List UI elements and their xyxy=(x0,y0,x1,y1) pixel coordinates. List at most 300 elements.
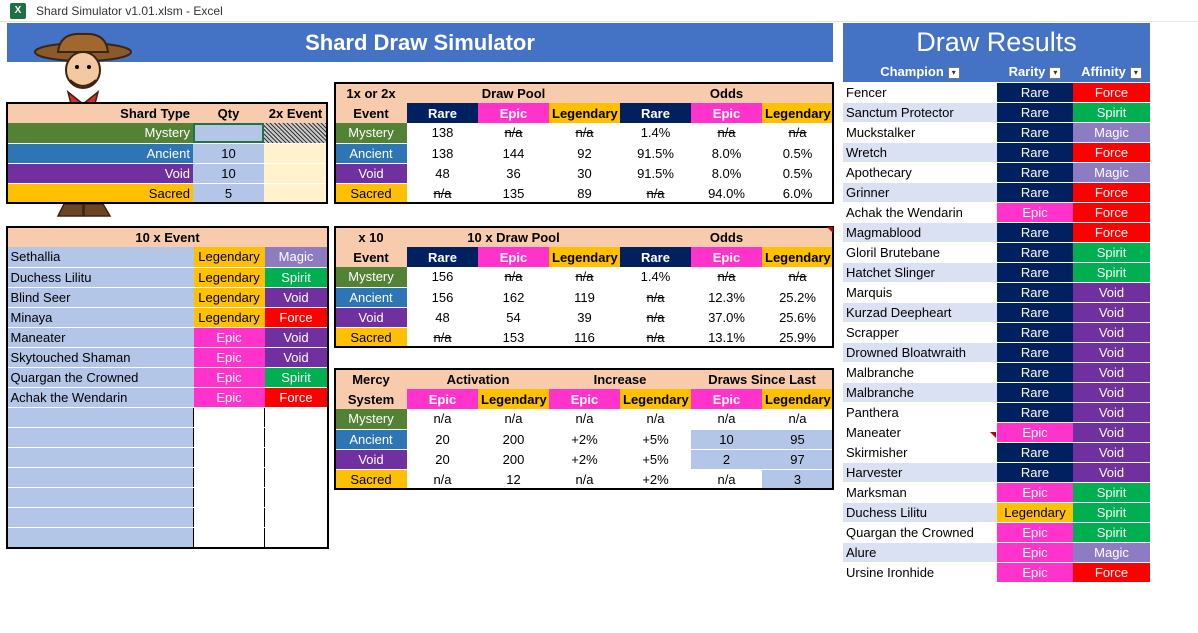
odds10-value: n/a xyxy=(620,287,691,307)
pool-type-mystery: Mystery xyxy=(335,123,407,143)
mercy-value: +2% xyxy=(549,429,620,449)
result-row xyxy=(843,342,1150,362)
pool10-value: 119 xyxy=(549,287,620,307)
window-titlebar xyxy=(0,0,1198,22)
event-empty-cell[interactable] xyxy=(8,487,194,507)
mercy-type-void: Void xyxy=(335,449,407,469)
sub-epic: Epic xyxy=(478,247,549,267)
mercy-value: 20 xyxy=(407,429,478,449)
pool10-value: 48 xyxy=(407,307,478,327)
event-empty-cell[interactable] xyxy=(265,427,328,447)
rarity-column-header[interactable] xyxy=(997,62,1073,82)
mercy-value: +5% xyxy=(620,449,691,469)
result-rarity: Rare xyxy=(997,362,1073,382)
odds10-header-label: Odds xyxy=(709,229,744,245)
event-champion-name[interactable]: Achak the Wendarin xyxy=(8,387,194,407)
sacred-qty-cell[interactable]: 5 xyxy=(193,183,264,203)
result-affinity: Magic xyxy=(1073,542,1150,562)
results-title-banner: Draw Results xyxy=(843,23,1150,62)
result-row xyxy=(843,462,1150,482)
affinity-column-label: Affinity xyxy=(1081,64,1126,80)
result-row xyxy=(843,262,1150,282)
result-rarity: Rare xyxy=(997,462,1073,482)
pool10-corner-bottom: Event xyxy=(335,247,407,267)
pool10-value: 156 xyxy=(407,287,478,307)
event-empty-cell[interactable] xyxy=(265,507,328,527)
pool10-value: 156 xyxy=(407,267,478,287)
pool10-value: n/a xyxy=(478,267,549,287)
mercy-value: 200 xyxy=(478,449,549,469)
mystery-event-cell[interactable] xyxy=(264,123,327,143)
event-champion-rarity: Legendary xyxy=(194,307,265,327)
sub-epic: Epic xyxy=(549,389,620,409)
draw-pool-header: Draw Pool xyxy=(481,85,546,101)
event-champion-affinity: Magic xyxy=(265,247,328,267)
pool-value: 138 xyxy=(407,143,478,163)
result-rarity: Rare xyxy=(997,102,1073,122)
mercy-value: n/a xyxy=(691,409,762,429)
event-empty-cell[interactable] xyxy=(8,407,194,427)
sub-legendary: Legendary xyxy=(549,103,620,123)
filter-dropdown-icon[interactable]: ▾ xyxy=(1049,67,1061,79)
result-champion-name[interactable]: Drowned Bloatwraith xyxy=(843,342,997,362)
odds-value: n/a xyxy=(762,123,833,143)
ten-draw-pool-header: 10 x Draw Pool xyxy=(467,229,560,245)
result-rarity: Epic xyxy=(997,542,1073,562)
comment-indicator-icon[interactable] xyxy=(827,227,833,233)
event-champion-rarity: Epic xyxy=(194,347,265,367)
pool-corner-bottom: Event xyxy=(335,103,407,123)
event-empty-cell[interactable] xyxy=(265,467,328,487)
mercy-value: +2% xyxy=(642,471,669,487)
event-empty-cell[interactable] xyxy=(194,427,265,447)
result-rarity: Rare xyxy=(997,342,1073,362)
result-row xyxy=(843,222,1150,242)
pool-value: 30 xyxy=(549,163,620,183)
result-rarity: Epic xyxy=(997,422,1073,442)
result-affinity: Force xyxy=(1073,142,1150,162)
result-champion-name[interactable]: Muckstalker xyxy=(843,122,997,142)
sub-epic: Epic xyxy=(407,389,478,409)
event-champion-affinity: Force xyxy=(265,387,328,407)
result-row xyxy=(843,562,1150,582)
result-champion-name[interactable]: Scrapper xyxy=(843,322,997,342)
result-affinity: Void xyxy=(1073,322,1150,342)
shard-table-header xyxy=(7,103,327,123)
pool10-corner-top: x 10 xyxy=(358,229,384,245)
event-empty-cell[interactable] xyxy=(8,527,194,547)
mercy-value: n/a xyxy=(717,471,736,487)
result-champion-name[interactable]: Gloril Brutebane xyxy=(843,242,997,262)
ten-draw-pool-table xyxy=(335,227,833,347)
odds-value: 94.0% xyxy=(708,185,745,201)
draws-since-input[interactable]: 10 xyxy=(691,429,762,449)
odds-value: n/a xyxy=(646,185,665,201)
event-empty-cell[interactable] xyxy=(194,447,265,467)
result-champion-name[interactable]: Marksman xyxy=(843,482,997,502)
result-champion-name[interactable]: Grinner xyxy=(843,182,997,202)
draw-pool-table xyxy=(335,83,833,203)
pool10-value: 153 xyxy=(502,329,525,345)
mercy-value: n/a xyxy=(433,471,452,487)
mercy-system-table xyxy=(335,369,833,489)
mercy-value: 200 xyxy=(478,429,549,449)
event-empty-cell[interactable] xyxy=(194,507,265,527)
result-rarity: Rare xyxy=(997,442,1073,462)
rarity-column-label: Rarity xyxy=(1008,64,1046,80)
event-header: 2x Event xyxy=(268,105,323,121)
filter-dropdown-icon[interactable]: ▾ xyxy=(1130,67,1142,79)
draws-since-input[interactable]: 3 xyxy=(762,469,833,489)
pool10-value: 116 xyxy=(574,329,595,345)
result-affinity: Force xyxy=(1073,82,1150,102)
event-empty-cell[interactable] xyxy=(8,427,194,447)
mercy-type-mystery: Mystery xyxy=(335,409,407,429)
result-row xyxy=(843,142,1150,162)
shard-type-label: Sacred xyxy=(7,183,193,203)
event-champions-table xyxy=(7,227,328,548)
mercy-value: n/a xyxy=(478,409,549,429)
result-champion-name[interactable]: Wretch xyxy=(843,142,997,162)
sub-legendary: Legendary xyxy=(478,389,549,409)
result-affinity: Spirit xyxy=(1073,262,1150,282)
result-affinity: Void xyxy=(1073,382,1150,402)
result-rarity: Rare xyxy=(997,242,1073,262)
result-row xyxy=(843,362,1150,382)
odds-value: 1.4% xyxy=(620,123,691,143)
result-rarity: Rare xyxy=(997,262,1073,282)
odds10-value: 13.1% xyxy=(708,329,745,345)
odds-header: Odds xyxy=(709,85,744,101)
pool10-value: n/a xyxy=(549,267,620,287)
mercy-corner-top: Mercy xyxy=(352,371,390,387)
window-title: Shard Simulator v1.01.xlsm - Excel xyxy=(36,3,223,18)
mercy-value: n/a xyxy=(407,409,478,429)
shard-type-header: Shard Type xyxy=(120,105,190,121)
sub-legendary: Legendary xyxy=(762,247,833,267)
result-champion-name[interactable]: Apothecary xyxy=(843,162,997,182)
result-row xyxy=(843,82,1150,102)
result-champion-name[interactable]: Magmablood xyxy=(843,222,997,242)
draws-since-input[interactable]: 2 xyxy=(691,449,762,469)
event-empty-cell[interactable] xyxy=(265,527,328,547)
result-champion-name[interactable]: Maneater xyxy=(843,422,997,442)
mystery-qty-cell[interactable] xyxy=(193,123,264,143)
excel-icon: X xyxy=(10,3,26,19)
pool-value: 92 xyxy=(549,143,620,163)
odds10-value: n/a xyxy=(646,329,665,345)
result-affinity: Spirit xyxy=(1073,102,1150,122)
sub-legendary: Legendary xyxy=(620,389,691,409)
shard-row-void xyxy=(7,163,327,183)
event-empty-cell[interactable] xyxy=(194,487,265,507)
result-affinity: Force xyxy=(1073,182,1150,202)
event-champion-affinity: Spirit xyxy=(265,367,328,387)
result-affinity: Void xyxy=(1073,442,1150,462)
event-empty-cell[interactable] xyxy=(265,447,328,467)
result-rarity: Rare xyxy=(997,282,1073,302)
void-event-cell[interactable] xyxy=(264,163,327,183)
pool-value: 89 xyxy=(577,185,592,201)
ancient-event-cell[interactable] xyxy=(264,143,327,163)
result-rarity: Epic xyxy=(997,562,1073,582)
draws-since-input[interactable]: 95 xyxy=(762,429,833,449)
result-champion-name[interactable]: Skirmisher xyxy=(843,442,997,462)
result-rarity: Rare xyxy=(997,82,1073,102)
shard-type-label: Mystery xyxy=(7,123,193,143)
result-affinity: Spirit xyxy=(1073,502,1150,522)
mercy-value: +2% xyxy=(549,449,620,469)
result-affinity: Void xyxy=(1073,462,1150,482)
odds-value: 8.0% xyxy=(691,143,762,163)
result-rarity: Epic xyxy=(997,482,1073,502)
event-champion-name[interactable]: Blind Seer xyxy=(8,287,194,307)
event-champion-rarity: Epic xyxy=(194,387,265,407)
odds10-value: 25.2% xyxy=(762,287,833,307)
pool-value: 36 xyxy=(478,163,549,183)
pool-type-void: Void xyxy=(335,163,407,183)
sub-rare: Rare xyxy=(407,103,478,123)
event-empty-cell[interactable] xyxy=(265,487,328,507)
result-affinity: Force xyxy=(1073,562,1150,582)
mercy-type-ancient: Ancient xyxy=(335,429,407,449)
sacred-event-cell[interactable] xyxy=(264,183,327,203)
result-champion-name[interactable]: Hatchet Slinger xyxy=(843,262,997,282)
result-champion-name[interactable]: Quargan the Crowned xyxy=(843,522,997,542)
odds10-value: 1.4% xyxy=(620,267,691,287)
pool10-value: n/a xyxy=(433,329,452,345)
champion-column-header[interactable] xyxy=(843,62,997,82)
result-rarity: Rare xyxy=(997,122,1073,142)
result-rarity: Epic xyxy=(997,522,1073,542)
result-affinity: Void xyxy=(1073,302,1150,322)
results-body xyxy=(843,82,1150,582)
event-champion-rarity: Epic xyxy=(194,327,265,347)
pool-corner-top: 1x or 2x xyxy=(346,85,396,101)
odds-value: 8.0% xyxy=(691,163,762,183)
mercy-value: n/a xyxy=(620,409,691,429)
sub-legendary: Legendary xyxy=(549,247,620,267)
odds10-value: 25.6% xyxy=(762,307,833,327)
event-champion-affinity: Void xyxy=(265,327,328,347)
result-rarity: Rare xyxy=(997,302,1073,322)
result-row xyxy=(843,182,1150,202)
pool10-type-void: Void xyxy=(335,307,407,327)
odds-value: 91.5% xyxy=(620,163,691,183)
pool-type-sacred: Sacred xyxy=(335,183,407,203)
result-affinity: Void xyxy=(1073,422,1150,442)
main-title-banner: Shard Draw Simulator xyxy=(7,23,833,62)
result-row xyxy=(843,402,1150,422)
result-row xyxy=(843,202,1150,222)
sub-rare: Rare xyxy=(407,247,478,267)
event-empty-cell[interactable] xyxy=(194,527,265,547)
event-champion-affinity: Force xyxy=(265,307,328,327)
shard-row-mystery xyxy=(7,123,327,143)
event-champion-rarity: Legendary xyxy=(194,247,265,267)
result-rarity: Rare xyxy=(997,382,1073,402)
event-champion-name[interactable]: Skytouched Shaman xyxy=(8,347,194,367)
pool-value: n/a xyxy=(433,185,452,201)
result-rarity: Legendary xyxy=(997,502,1073,522)
shard-row-ancient xyxy=(7,143,327,163)
pool-value: 138 xyxy=(407,123,478,143)
result-champion-name[interactable]: Achak the Wendarin xyxy=(843,202,997,222)
event-champion-affinity: Void xyxy=(265,287,328,307)
odds-value: 0.5% xyxy=(762,163,833,183)
result-row xyxy=(843,302,1150,322)
filter-dropdown-icon[interactable]: ▾ xyxy=(948,67,960,79)
result-affinity: Void xyxy=(1073,282,1150,302)
event-champion-affinity: Void xyxy=(265,347,328,367)
mercy-value: +5% xyxy=(620,429,691,449)
odds-value: 91.5% xyxy=(620,143,691,163)
result-affinity: Magic xyxy=(1073,122,1150,142)
result-row xyxy=(843,502,1150,522)
sub-legendary: Legendary xyxy=(762,389,833,409)
sub-epic: Epic xyxy=(478,103,549,123)
event-champion-rarity: Epic xyxy=(194,367,265,387)
sub-rare: Rare xyxy=(620,103,691,123)
ancient-qty-cell[interactable]: 10 xyxy=(193,143,264,163)
results-header-row xyxy=(843,62,1150,82)
result-champion-name[interactable]: Malbranche xyxy=(843,362,997,382)
pool-value: n/a xyxy=(478,123,549,143)
result-champion-name[interactable]: Alure xyxy=(843,542,997,562)
void-qty-cell[interactable]: 10 xyxy=(193,163,264,183)
event-champion-name[interactable]: Duchess Lilitu xyxy=(8,267,194,287)
comment-indicator-icon[interactable] xyxy=(990,432,996,438)
result-row xyxy=(843,482,1150,502)
odds10-value: n/a xyxy=(762,267,833,287)
sub-epic: Epic xyxy=(691,247,762,267)
event-table-title: 10 x Event xyxy=(135,229,200,245)
event-champion-name[interactable]: Sethallia xyxy=(8,247,194,267)
result-affinity: Magic xyxy=(1073,162,1150,182)
event-champion-affinity: Spirit xyxy=(265,267,328,287)
result-champion-name[interactable]: Marquis xyxy=(843,282,997,302)
result-champion-name[interactable]: Fencer xyxy=(843,82,997,102)
pool-value: n/a xyxy=(549,123,620,143)
pool10-value: 39 xyxy=(549,307,620,327)
draw-results-table xyxy=(843,62,1150,583)
event-champion-name[interactable]: Maneater xyxy=(8,327,194,347)
mercy-type-sacred: Sacred xyxy=(335,469,407,489)
event-champion-rarity: Legendary xyxy=(194,267,265,287)
event-empty-cell[interactable] xyxy=(8,447,194,467)
pool-type-ancient: Ancient xyxy=(335,143,407,163)
increase-header: Increase xyxy=(593,371,647,387)
event-champion-name[interactable]: Minaya xyxy=(8,307,194,327)
mercy-corner-bottom: System xyxy=(335,389,407,409)
result-row xyxy=(843,382,1150,402)
draws-since-input[interactable]: 97 xyxy=(762,449,833,469)
result-rarity: Rare xyxy=(997,402,1073,422)
result-champion-name[interactable]: Kurzad Deepheart xyxy=(843,302,997,322)
affinity-column-header[interactable] xyxy=(1073,62,1150,82)
pool10-type-sacred: Sacred xyxy=(335,327,407,347)
result-row xyxy=(843,282,1150,302)
pool-value: 48 xyxy=(407,163,478,183)
result-rarity: Rare xyxy=(997,142,1073,162)
event-empty-cell[interactable] xyxy=(265,407,328,427)
result-affinity: Void xyxy=(1073,402,1150,422)
mercy-value: n/a xyxy=(549,409,620,429)
result-row xyxy=(843,442,1150,462)
mercy-value: n/a xyxy=(575,471,594,487)
result-champion-name[interactable]: Harvester xyxy=(843,462,997,482)
pool-value: 144 xyxy=(478,143,549,163)
odds10-value: 25.9% xyxy=(779,329,816,345)
event-empty-cell[interactable] xyxy=(194,407,265,427)
odds10-value: 37.0% xyxy=(691,307,762,327)
result-champion-name[interactable]: Malbranche xyxy=(843,382,997,402)
result-row xyxy=(843,102,1150,122)
result-row xyxy=(843,322,1150,342)
event-empty-cell[interactable] xyxy=(194,467,265,487)
result-champion-name[interactable]: Panthera xyxy=(843,402,997,422)
result-rarity: Rare xyxy=(997,182,1073,202)
result-rarity: Rare xyxy=(997,162,1073,182)
result-rarity: Rare xyxy=(997,322,1073,342)
mercy-value: 12 xyxy=(506,471,521,487)
odds10-value: n/a xyxy=(691,267,762,287)
result-row xyxy=(843,242,1150,262)
event-champion-rarity: Legendary xyxy=(194,287,265,307)
event-empty-cell[interactable] xyxy=(8,467,194,487)
result-affinity: Spirit xyxy=(1073,482,1150,502)
sub-legendary: Legendary xyxy=(762,103,833,123)
result-row xyxy=(843,522,1150,542)
odds10-value: n/a xyxy=(620,307,691,327)
event-champion-name[interactable]: Quargan the Crowned xyxy=(8,367,194,387)
result-row xyxy=(843,162,1150,182)
activation-header: Activation xyxy=(446,371,510,387)
event-empty-cell[interactable] xyxy=(8,507,194,527)
pool10-type-ancient: Ancient xyxy=(335,287,407,307)
pool-value: 135 xyxy=(502,185,525,201)
result-champion-name[interactable]: Duchess Lilitu xyxy=(843,502,997,522)
result-champion-name[interactable]: Ursine Ironhide xyxy=(843,562,997,582)
sub-epic: Epic xyxy=(691,389,762,409)
mercy-value: n/a xyxy=(762,409,833,429)
result-champion-name[interactable]: Sanctum Protector xyxy=(843,102,997,122)
qty-header: Qty xyxy=(217,105,240,121)
sub-rare: Rare xyxy=(620,247,691,267)
result-row xyxy=(843,422,1150,442)
shard-type-label: Ancient xyxy=(7,143,193,163)
result-rarity: Epic xyxy=(997,202,1073,222)
odds10-header xyxy=(620,227,833,247)
result-affinity: Force xyxy=(1073,222,1150,242)
pool10-value: 54 xyxy=(478,307,549,327)
result-affinity: Void xyxy=(1073,342,1150,362)
result-affinity: Spirit xyxy=(1073,242,1150,262)
shard-type-label: Void xyxy=(7,163,193,183)
result-row xyxy=(843,542,1150,562)
mercy-value: 20 xyxy=(407,449,478,469)
odds10-value: 12.3% xyxy=(691,287,762,307)
odds-value: n/a xyxy=(691,123,762,143)
shard-row-sacred xyxy=(7,183,327,203)
shard-input-table xyxy=(7,103,327,203)
sub-epic: Epic xyxy=(691,103,762,123)
champion-column-label: Champion xyxy=(880,64,944,80)
result-rarity: Rare xyxy=(997,222,1073,242)
result-affinity: Force xyxy=(1073,202,1150,222)
odds-value: 6.0% xyxy=(782,185,813,201)
draws-since-last-header: Draws Since Last xyxy=(708,371,816,387)
